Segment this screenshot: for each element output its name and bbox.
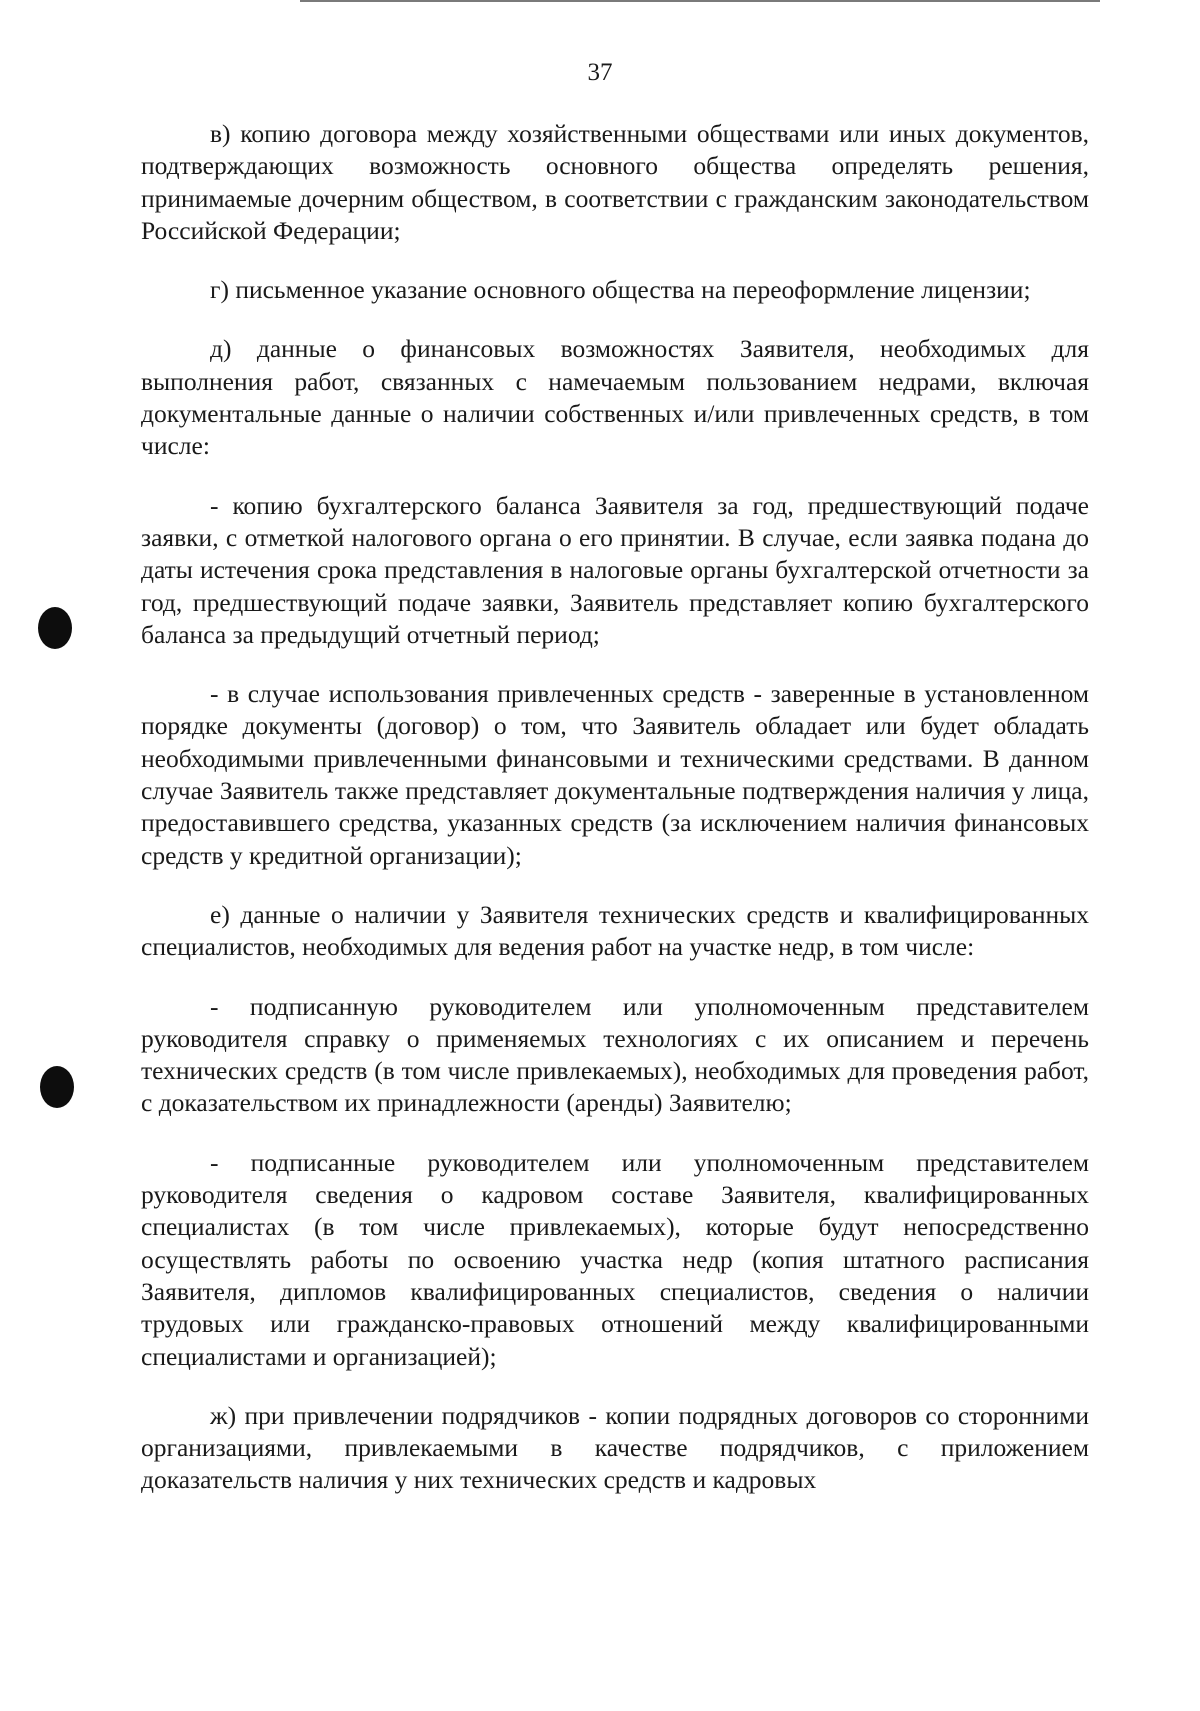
page-number: 37 — [587, 59, 613, 86]
paragraph-d-item-2: - в случае использования привлеченных средств - заверенные в установленном порядке документы (договор) о том, что Заявитель обладает или будет обладать необходимыми привлеченными финансовыми и техническими средствами. В данном случае Заявитель также представляет документальные подтверждения наличия у лица, предоставившего средства, указанных средств (за исключением наличия финансовых средств у кредитной организации); — [141, 679, 1089, 870]
paragraph-e-item-1: - подписанную руководителем или уполномоченным представителем руководителя справку о применяемых технологиях с их описанием и перечень технических средств (в том числе привлекаемых), необходимых для проведения работ, с доказательством их принадлежности (аренды) Заявителю; — [141, 991, 1089, 1118]
paragraph-d-item-1: - копию бухгалтерского баланса Заявителя за год, предшествующий подаче заявки, с отметкой налогового органа о его принятии. В случае, если заявка подана до даты истечения срока представления в налоговые органы бухгалтерской отчетности за год, предшествующий подаче заявки, Заявитель представляет копию бухгалтерского баланса за предыдущий отчетный период; — [141, 490, 1089, 649]
document-body — [141, 118, 1089, 1524]
paragraph-g: г) письменное указание основного общества на переоформление лицензии; — [210, 275, 1031, 305]
top-scan-border — [300, 0, 1100, 2]
paragraph-v: в) копию договора между хозяйственными обществами или иных документов, подтверждающих возможность основного общества определять решения, принимаемые дочерним обществом, в соответствии с гражданским законодательством Российской Федерации; — [141, 119, 1089, 245]
paragraph-e-item-2: - подписанные руководителем или уполномоченным представителем руководителя сведения о кадровом составе Заявителя, квалифицированных специалистах (в том числе привлекаемых), которые будут непосредственно осуществлять работы по освоению участка недр (копия штатного расписания Заявителя, дипломов квалифицированных специалистов, сведения о наличии трудовых или гражданско-правовых отношений между квалифицированными специалистами и организацией); — [141, 1147, 1089, 1371]
paragraph-e: е) данные о наличии у Заявителя технических средств и квалифицированных специалистов, необходимых для ведения работ на участке недр, в том числе: — [141, 899, 1089, 962]
punch-hole-mark — [40, 1066, 74, 1108]
punch-hole-mark — [38, 607, 72, 649]
paragraph-zh: ж) при привлечении подрядчиков - копии подрядных договоров со сторонними организациями, привлекаемыми в качестве подрядчиков, с приложением доказательств наличия у них технических средств и кадровых — [141, 1400, 1089, 1495]
paragraph-d: д) данные о финансовых возможностях Заявителя, необходимых для выполнения работ, связанных с намечаемым пользованием недрами, включая документальные данные о наличии собственных и/или привлеченных средств, в том числе: — [141, 334, 1089, 461]
